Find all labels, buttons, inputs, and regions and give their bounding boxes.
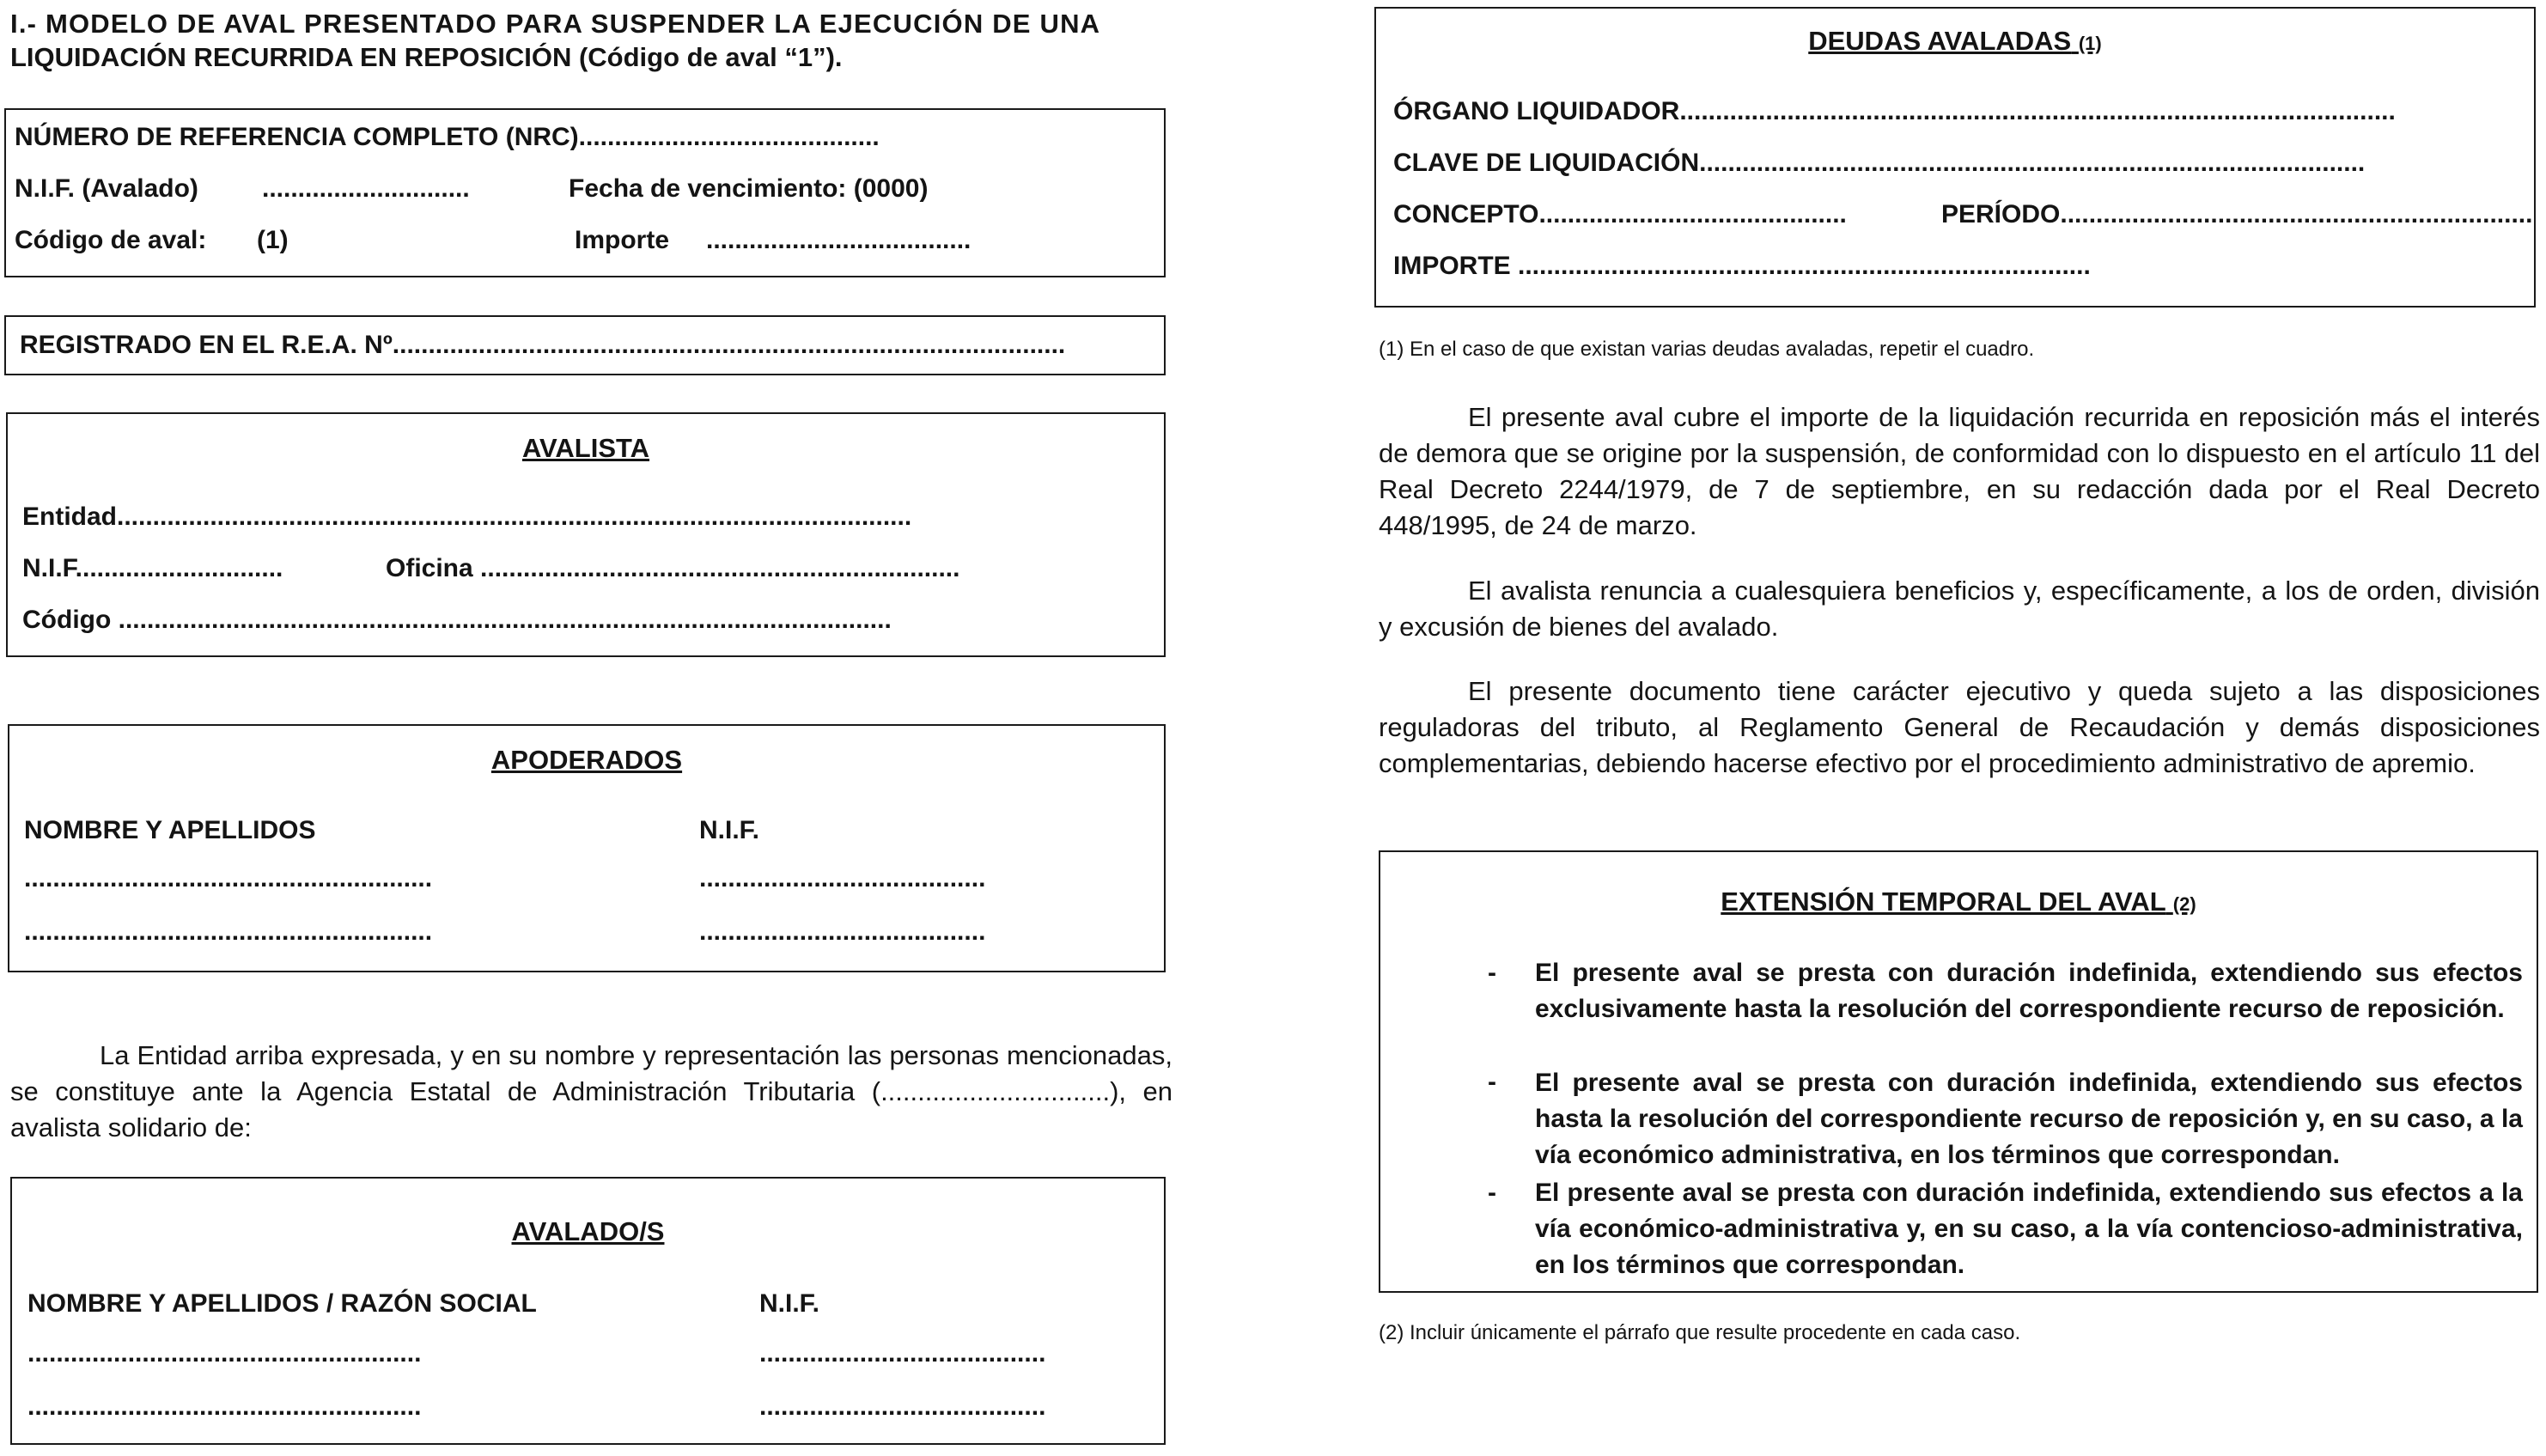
deudas-title: DEUDAS AVALADAS [1808,26,2072,56]
note-1: (1) En el caso de que existan varias deudas avaladas, repetir el cuadro. [1379,338,2035,361]
apoderados-title: APODERADOS [490,745,683,775]
avalista-codigo: Código ............................................................................................................ [22,606,892,634]
fecha-vencimiento: Fecha de vencimiento: (0000) [569,174,929,203]
extension-title: EXTENSIÓN TEMPORAL DEL AVAL [1721,886,2166,917]
paragraph-cobertura [1379,399,2540,544]
importe-label: Importe [575,226,670,254]
apoderados-col-nombre: NOMBRE Y APELLIDOS [24,816,316,844]
rea-box [4,315,1166,375]
intro-paragraph [10,1038,1172,1146]
apoderados-row1-nombre: ......................................................... [24,864,433,892]
paragraph-renuncia-text: El avalista renuncia a cualesquiera beneficios y, específicamente, a los de orden, división y excusión de bienes del avalado. [1379,576,2540,642]
document-heading-line1: I.- MODELO DE AVAL PRESENTADO PARA SUSPENDER LA EJECUCIÓN DE UNA [10,9,1101,39]
avalados-col-nombre: NOMBRE Y APELLIDOS / RAZÓN SOCIAL [27,1289,537,1318]
note-2: (2) Incluir únicamente el párrafo que resulte procedente en cada caso. [1379,1321,2021,1344]
extension-box [1379,850,2538,1293]
avalista-title: AVALISTA [521,433,650,463]
deudas-title-note: (1) [2078,33,2102,54]
rea-field: REGISTRADO EN EL R.E.A. Nº.............................................................................................. [20,331,1066,359]
nif-avalado-label: N.I.F. (Avalado) [15,174,198,203]
avalados-row2-nombre: ....................................................... [27,1392,422,1421]
paragraph-renuncia [1379,573,2540,645]
avalista-entidad: Entidad............................................................................................................... [22,503,912,531]
paragraph-cobertura-text: El presente aval cubre el importe de la liquidación recurrida en reposición más el interés de demora que se origine por la suspensión, de conformidad con lo dispuesto en el artículo 11 del Real Decreto 2244/1979, de 7 de septiembre, en su redacción dada por el Real Decreto 448/1995, de 24 de marzo. [1379,402,2540,540]
clave-liquidacion: CLAVE DE LIQUIDACIÓN............................................................................................. [1393,149,2366,177]
bullet-dash: - [1488,959,1496,987]
codigo-aval-value: (1) [257,226,289,254]
apoderados-row1-nif: ........................................ [699,864,986,892]
periodo: PERÍODO.................................................................. [1941,200,2533,228]
avalados-row1-nif: ........................................ [759,1339,1046,1368]
bullet-dash: - [1488,1068,1496,1096]
importe-dots: ..................................... [706,226,971,254]
avalados-title: AVALADO/S [511,1216,665,1246]
avalados-box [10,1177,1166,1445]
extension-title-wrap [1380,886,2537,917]
apoderados-col-nif: N.I.F. [699,816,760,844]
bullet-dash: - [1488,1179,1496,1207]
nrc-field: NÚMERO DE REFERENCIA COMPLETO (NRC).......................................... [15,123,880,151]
apoderados-row2-nif: ........................................ [699,917,986,946]
avalados-row2-nif: ........................................ [759,1392,1046,1421]
avalista-nif: N.I.F............................. [22,554,283,582]
avalados-col-nif: N.I.F. [759,1289,820,1318]
extension-option-2: El presente aval se presta con duración indefinida, extendiendo sus efectos hasta la resolución del correspondiente recurso de reposición y, en su caso, a la vía económico administrativa, en los términos que correspondan. [1535,1069,2523,1169]
nif-avalado-dots: ............................. [262,174,470,203]
intro-text: La Entidad arriba expresada, y en su nombre y representación las personas mencionadas, se constituye ante la Agencia Estatal de Administración Tributaria (...............................), en avalista solidario de: [10,1040,1172,1142]
nrc-box [4,108,1166,277]
avalista-oficina: Oficina ................................................................... [386,554,960,582]
apoderados-box [8,724,1166,972]
avalados-row1-nombre: ....................................................... [27,1339,422,1368]
paragraph-ejecutivo-text: El presente documento tiene carácter ejecutivo y queda sujeto a las disposiciones reguladoras del tributo, al Reglamento General de Recaudación y demás disposiciones complementarias, debiendo hacerse efectivo por el procedimiento administrativo de apremio. [1379,676,2540,778]
extension-title-note: (2) [2172,893,2196,915]
deudas-title-wrap [1376,26,2534,57]
apoderados-row2-nombre: ......................................................... [24,917,433,946]
avalista-box [6,412,1166,657]
paragraph-ejecutivo [1379,673,2540,782]
document-heading-line2: LIQUIDACIÓN RECURRIDA EN REPOSICIÓN (Código de aval “1”). [10,42,843,72]
importe-deuda: IMPORTE ................................................................................ [1393,252,2091,280]
concepto: CONCEPTO........................................... [1393,200,1847,228]
deudas-box [1374,7,2536,308]
extension-option-3: El presente aval se presta con duración indefinida, extendiendo sus efectos a la vía económico-administrativa y, en su caso, a la vía contencioso-administrativa, en los términos que correspondan. [1535,1179,2523,1279]
codigo-aval-label: Código de aval: [15,226,207,254]
organo-liquidador: ÓRGANO LIQUIDADOR.................................................................................................... [1393,97,2396,125]
extension-option-1: El presente aval se presta con duración indefinida, extendiendo sus efectos exclusivamente hasta la resolución del correspondiente recurso de reposición. [1535,959,2523,1023]
